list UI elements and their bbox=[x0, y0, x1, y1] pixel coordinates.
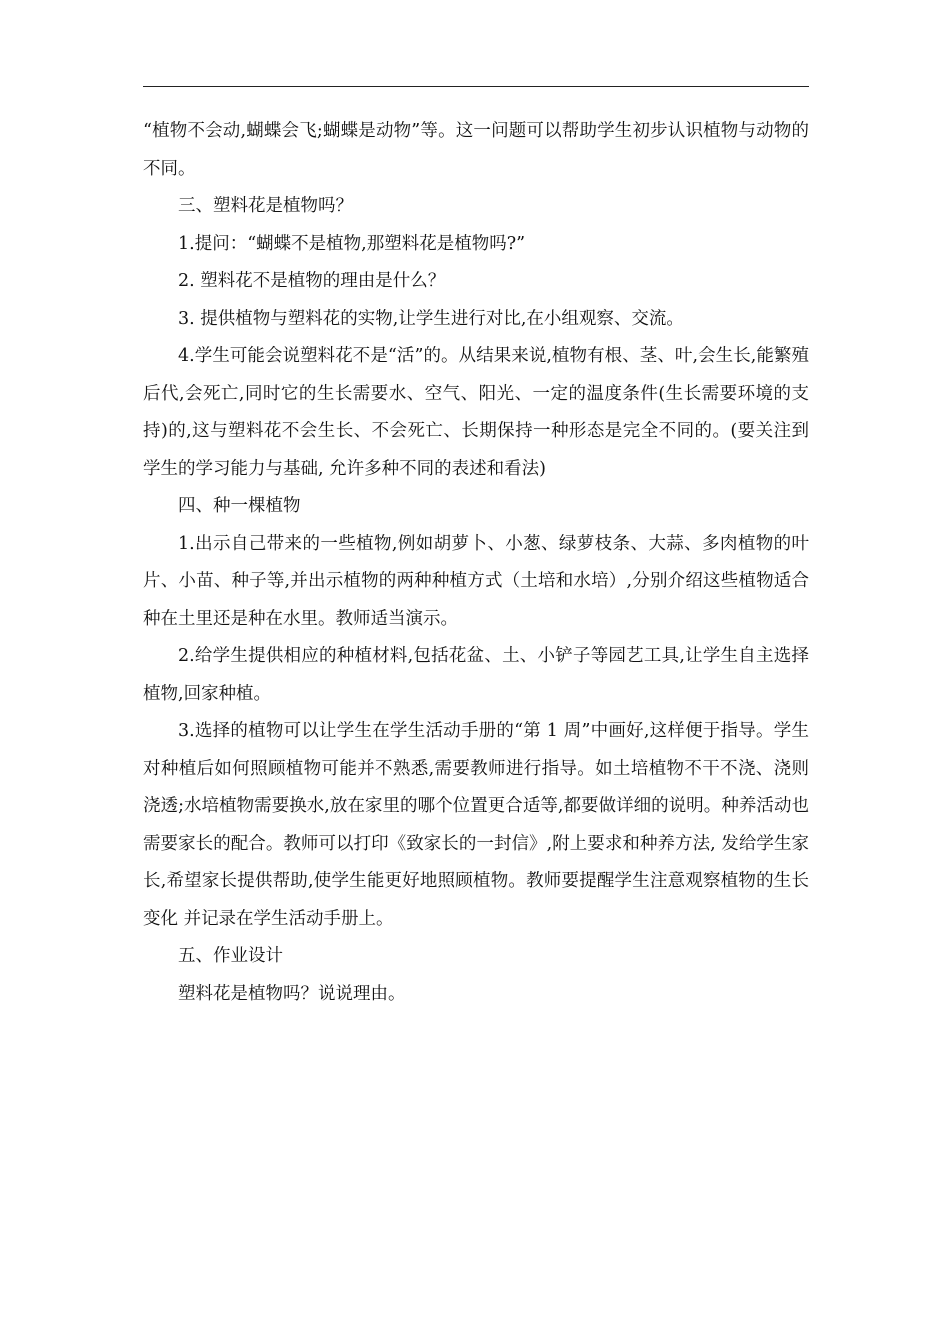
document-body bbox=[143, 113, 809, 1013]
list-item-4-3: 3.选择的植物可以让学生在学生活动手册的“第 1 周”中画好,这样便于指导。学生对种植后如何照顾植物可能并不熟悉,需要教师进行指导。如土培植物不干不浇、浇则浇透;水培植物需要换水,放在家里的哪个位置更合适等,都要做详细的说明。种养活动也需要家长的配合。教师可以打印《致家长的一封信》,附上要求和种养方法, 发给学生家长,希望家长提供帮助,使学生能更好地照顾植物。教师要提醒学生注意观察植物的生长变化 并记录在学生活动手册上。 bbox=[143, 721, 809, 929]
section-heading-5: 五、作业设计 bbox=[178, 946, 283, 966]
list-item-3-3: 3. 提供植物与塑料花的实物,让学生进行对比,在小组观察、交流。 bbox=[178, 308, 684, 329]
list-item-4-2: 2.给学生提供相应的种植材料,包括花盆、土、小铲子等园艺工具,让学生自主选择植物,回家种植。 bbox=[143, 646, 809, 704]
list-item-4-1: 1.出示自己带来的一些植物,例如胡萝卜、小葱、绿萝枝条、大蒜、多肉植物的叶片、小苗、种子等,并出示植物的两种种植方式（土培和水培）,分别介绍这些植物适合种在土里还是种在水里。教师适当演示。 bbox=[143, 533, 809, 629]
paragraph-intro-continued: “植物不会动,蝴蝶会飞;蝴蝶是动物”等。这一问题可以帮助学生初步认识植物与动物的不同。 bbox=[143, 121, 809, 179]
section-heading-3: 三、塑料花是植物吗？ bbox=[178, 196, 353, 216]
header-rule bbox=[143, 86, 809, 87]
homework-question: 塑料花是植物吗？说说理由。 bbox=[178, 983, 406, 1004]
list-item-3-1: 1.提问：“蝴蝶不是植物,那塑料花是植物吗?” bbox=[178, 233, 526, 254]
list-item-3-2: 2. 塑料花不是植物的理由是什么？ bbox=[178, 271, 446, 291]
section-heading-4: 四、种一棵植物 bbox=[178, 496, 301, 516]
list-item-3-4: 4.学生可能会说塑料花不是“活”的。从结果来说,植物有根、茎、叶,会生长,能繁殖后代,会死亡,同时它的生长需要水、空气、阳光、一定的温度条件(生长需要环境的支持)的,这与塑料花不会生长、不会死亡、长期保持一种形态是完全不同的。(要关注到学生的学习能力与基础, 允许多种不同的表述和看法) bbox=[143, 346, 809, 479]
